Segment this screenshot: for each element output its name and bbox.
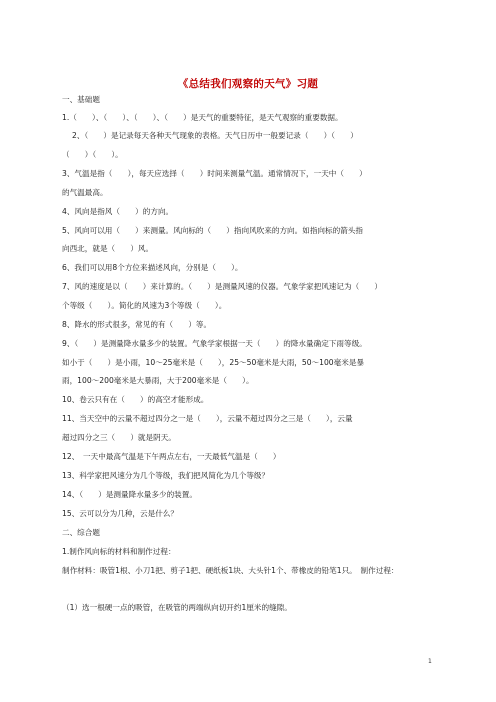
question-15: 15、云可以分为几种，云是什么？ xyxy=(62,509,178,518)
question-13: 13、科学家把风速分为几个等级，我们把风简化为几个等级？ xyxy=(62,471,270,480)
materials-paragraph: 制作材料：吸管1根、小刀1把、剪子1把、硬纸板1块、大头针1个、带橡皮的铅笔1只。 制作过程： xyxy=(62,566,399,575)
question-11-line-1: 11、当天空中的云量不超过四分之一是（ ），云量不超过四分之三是（ ），云量 xyxy=(62,414,353,423)
page-title: 《总结我们观察的天气》习题 xyxy=(177,78,319,90)
question-4: 4、风向是指风（ ）的方向。 xyxy=(62,207,174,216)
question-11-line-2: 超过四分之三（ ）就是阴天。 xyxy=(62,433,176,442)
question-5-line-2: 向西北，就是（ ）风。 xyxy=(62,244,154,253)
question-1: 1.（ ）、（ ）、（ ）、（ ）是天气的重要特征，是天气观察的重要数据。 xyxy=(62,113,343,122)
question-7-line-1: 7、风的速度是以（ ）来计算的。（ ）是测量风速的仪器。气象学家把风速记为（ ） xyxy=(62,282,382,291)
question-14: 14、（ ）是测量降水量多少的装置。 xyxy=(62,490,197,499)
comprehensive-question-1: 1.制作风向标的材料和制作过程： xyxy=(62,547,176,556)
question-3-line-2: 的气温最高。 xyxy=(62,188,108,197)
page-number: 1 xyxy=(428,658,432,665)
section-heading: 一、基础题 xyxy=(62,95,100,104)
question-6: 6、我们可以用8个方位来描述风向，分别是（ ）。 xyxy=(62,263,243,272)
question-5-line-1: 5、风向可以用（ ）来测量。风向标的（ ）指向风吹来的方向。如指向标的箭头指 xyxy=(62,226,363,235)
section-heading: 二、综合题 xyxy=(62,528,100,537)
question-2-line-1: 2、（ ）是记录每天各种天气现象的表格。天气日历中一般要记录（ ）（ ） xyxy=(72,131,358,140)
question-12: 12、 一天中最高气温是下午两点左右，一天最低气温是（ ） xyxy=(62,452,281,461)
question-2-line-2: （ ）（ ）。 xyxy=(62,150,123,159)
question-7-line-2: 个等级（ ）。简化的风速为3个等级（ ）。 xyxy=(62,301,227,310)
question-10: 10、卷云只有在（ ）的高空才能形成。 xyxy=(62,395,209,404)
question-9-line-3: 雨，100～200毫米是大暴雨，大于200毫米是（ ）。 xyxy=(62,376,254,385)
question-9-line-2: 如小于（ ）是小雨，10～25毫米是（ ），25～50毫米是大雨，50～100毫米是暴 xyxy=(62,358,365,367)
question-9-line-1: 9、（ ）是测量降水量多少的装置。气象学家根据一天（ ）的降水量确定下雨等级。 xyxy=(62,339,367,348)
step-1: （1）选一根硬一点的吸管，在吸管的两端纵向切开约1厘米的缝隙。 xyxy=(62,603,292,612)
question-8: 8、降水的形式很多，常见的有（ ）等。 xyxy=(62,320,212,329)
question-3-line-1: 3、气温是指（ ），每天应选择（ ）时间来测量气温。通常情况下，一天中（ ） xyxy=(62,169,367,178)
